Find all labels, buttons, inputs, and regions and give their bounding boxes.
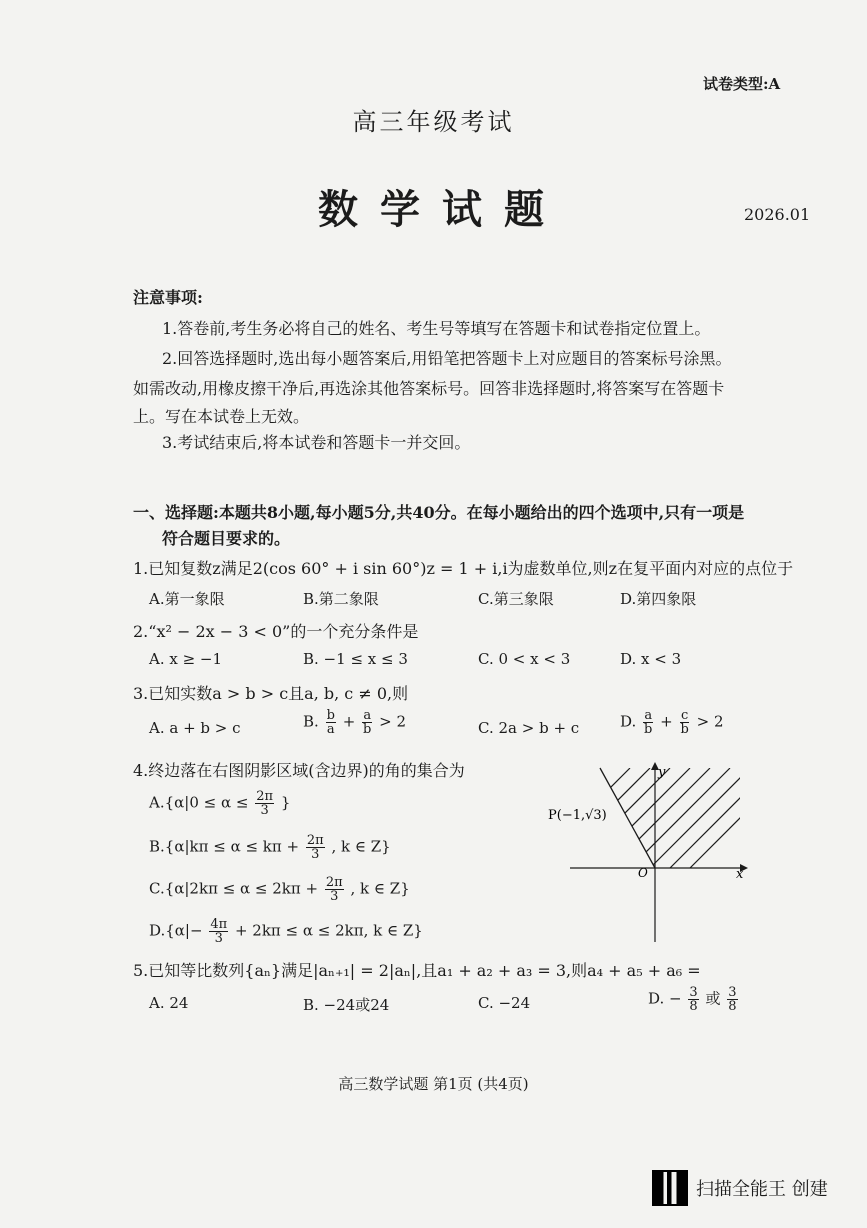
- watermark-text: 扫描全能王 创建: [696, 1179, 828, 1200]
- numerator: 2π: [325, 875, 343, 890]
- question-4-option-a: [149, 790, 290, 817]
- denominator: 3: [260, 803, 269, 818]
- denominator: b: [363, 722, 372, 737]
- option-c-post: , k ∈ Z}: [350, 879, 410, 898]
- page-footer: 高三数学试题 第1页 (共4页): [338, 1075, 529, 1093]
- fraction-b-over-a: [326, 709, 336, 736]
- subject-title: 数学试题: [318, 186, 566, 233]
- question-2-stem: 2.“x² − 2x − 3 < 0”的一个充分条件是: [133, 622, 419, 641]
- exam-date: 2026.01: [744, 205, 811, 224]
- question-1-stem: 1.已知复数z满足2(cos 60° + i sin 60°)z = 1 + i,i为虚数单位,则z在复平面内对应的点位于: [133, 559, 794, 578]
- numerator: c: [681, 708, 689, 723]
- notice-item-2-line-2: 如需改动,用橡皮擦干净后,再选涂其他答案标号。回答非选择题时,将答案写在答题卡: [133, 379, 725, 398]
- question-5-option-a: A. 24: [149, 994, 189, 1012]
- numerator: 2π: [306, 833, 324, 848]
- qr-code-icon: [652, 1170, 688, 1206]
- origin-label: O: [638, 866, 648, 880]
- notice-heading: 注意事项:: [133, 288, 203, 307]
- option-b-pre: B.{α|kπ ≤ α ≤ kπ +: [149, 837, 300, 856]
- question-2-option-b: B. −1 ≤ x ≤ 3: [303, 650, 408, 668]
- y-axis-label: y: [658, 765, 666, 780]
- question-3-option-a: A. a + b > c: [149, 719, 241, 737]
- numerator: b: [326, 708, 335, 723]
- numerator: a: [363, 708, 372, 723]
- fraction-3-over-8: [727, 986, 737, 1013]
- fraction-c-over-b: [680, 709, 690, 736]
- numerator: 2π: [256, 789, 274, 804]
- fraction-a-over-b: [643, 709, 653, 736]
- notice-item-2-line-1: 2.回答选择题时,选出每小题答案后,用铅笔把答题卡上对应题目的答案标号涂黑。: [162, 349, 732, 368]
- fraction-4pi-over-3: [209, 918, 228, 945]
- plus-sign: +: [660, 712, 673, 731]
- denominator: a: [326, 722, 335, 737]
- question-4-option-c: [149, 876, 410, 903]
- option-d-pre: D.{α|−: [149, 921, 203, 940]
- question-4-option-d: [149, 918, 423, 945]
- x-axis-label: x: [736, 867, 744, 882]
- paper-type-label: 试卷类型:A: [703, 75, 781, 93]
- option-d-mid: 或: [705, 989, 721, 1008]
- notice-item-1: 1.答卷前,考生务必将自己的姓名、考生号等填写在答题卡和试卷指定位置上。: [162, 319, 711, 338]
- section-1-heading-cont: 符合题目要求的。: [162, 529, 291, 548]
- option-d-prefix: D.: [620, 712, 637, 731]
- question-5-option-b: B. −24或24: [303, 996, 390, 1014]
- question-3-option-b: [303, 709, 406, 736]
- numerator: 3: [728, 985, 737, 1000]
- point-p-label: P(−1,√3): [548, 808, 607, 823]
- option-a-post: }: [280, 793, 291, 812]
- fraction-2pi-over-3: [255, 790, 274, 817]
- question-2-option-d: D. x < 3: [620, 650, 682, 668]
- denominator: 3: [311, 847, 320, 862]
- question-1-option-c: C.第三象限: [478, 590, 554, 608]
- notice-item-3: 3.考试结束后,将本试卷和答题卡一并交回。: [162, 433, 471, 452]
- question-4-stem: 4.终边落在右图阴影区域(含边界)的角的集合为: [133, 761, 465, 780]
- exam-name: 高三年级考试: [352, 108, 515, 136]
- fraction-a-over-b: [362, 709, 372, 736]
- question-1-option-d: D.第四象限: [620, 590, 697, 608]
- question-1-option-a: A.第一象限: [149, 590, 225, 608]
- scanner-watermark: [652, 1170, 828, 1206]
- question-1-option-b: B.第二象限: [303, 590, 379, 608]
- question-3-option-d: [620, 709, 724, 736]
- numerator: 3: [689, 985, 698, 1000]
- fraction-3-over-8: [688, 986, 698, 1013]
- denominator: b: [680, 722, 689, 737]
- terminal-ray: [600, 768, 655, 868]
- denominator: 3: [214, 931, 223, 946]
- fraction-2pi-over-3: [325, 876, 344, 903]
- section-1-heading: 一、选择题:本题共8小题,每小题5分,共40分。在每小题给出的四个选项中,只有一项是: [133, 503, 745, 522]
- option-a-pre: A.{α|0 ≤ α ≤: [149, 793, 249, 812]
- question-2-option-c: C. 0 < x < 3: [478, 650, 571, 668]
- denominator: b: [644, 722, 653, 737]
- question-3-option-c: C. 2a > b + c: [478, 719, 580, 737]
- option-b-post: , k ∈ Z}: [331, 837, 391, 856]
- question-4-figure: [540, 760, 760, 945]
- question-5-option-c: C. −24: [478, 994, 531, 1012]
- option-d-pre: D. −: [648, 989, 682, 1008]
- plus-sign: +: [342, 712, 356, 731]
- denominator: 8: [728, 999, 737, 1014]
- question-3-stem: 3.已知实数a > b > c且a, b, c ≠ 0,则: [133, 684, 409, 703]
- denominator: 8: [689, 999, 698, 1014]
- denominator: 3: [330, 889, 339, 904]
- inequality-tail: > 2: [379, 712, 407, 731]
- numerator: a: [644, 708, 653, 723]
- fraction-2pi-over-3: [306, 834, 325, 861]
- option-b-prefix: B.: [303, 712, 319, 731]
- inequality-tail: > 2: [696, 712, 724, 731]
- question-5-option-d: [648, 986, 740, 1013]
- question-5-stem: 5.已知等比数列{aₙ}满足|aₙ₊₁| = 2|aₙ|,且a₁ + a₂ + a₃ = 3,则a₄ + a₅ + a₆ =: [133, 961, 701, 980]
- option-d-post: + 2kπ ≤ α ≤ 2kπ, k ∈ Z}: [234, 921, 423, 940]
- question-4-option-b: [149, 834, 391, 861]
- option-c-pre: C.{α|2kπ ≤ α ≤ 2kπ +: [149, 879, 319, 898]
- numerator: 4π: [210, 917, 228, 932]
- notice-item-2-line-3: 上。写在本试卷上无效。: [133, 407, 310, 426]
- question-2-option-a: A. x ≥ −1: [149, 650, 223, 668]
